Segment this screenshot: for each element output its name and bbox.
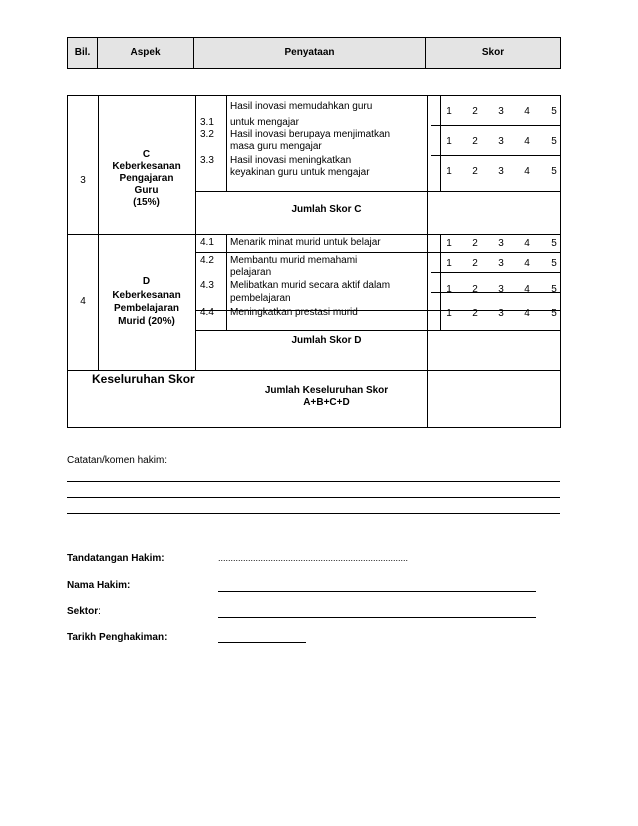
score-option[interactable]: 5 — [551, 238, 557, 249]
item-number: 3.2 — [200, 129, 214, 140]
comment-line[interactable] — [67, 513, 560, 514]
assessment-table — [67, 95, 561, 428]
aspek-d-line: Pembelajaran — [113, 303, 180, 314]
score-option[interactable]: 3 — [498, 166, 504, 177]
score-option[interactable]: 4 — [524, 258, 530, 269]
item-text: pembelajaran — [230, 293, 291, 304]
item-number: 4.1 — [200, 237, 214, 248]
item-text: Hasil inovasi meningkatkan — [230, 155, 352, 166]
row-number-4: 4 — [80, 296, 86, 307]
aspek-c-line: Keberkesanan — [112, 161, 181, 172]
score-option[interactable]: 2 — [472, 284, 478, 295]
tandatangan-field[interactable]: ............................................................................ — [218, 553, 409, 563]
score-option[interactable]: 1 — [446, 166, 452, 177]
comments-label: Catatan/komen hakim: — [67, 455, 168, 466]
score-option[interactable]: 4 — [524, 166, 530, 177]
score-option[interactable]: 2 — [472, 308, 478, 319]
item-number: 3.3 — [200, 155, 214, 166]
score-option[interactable]: 1 — [446, 308, 452, 319]
item-text: keyakinan guru untuk mengajar — [230, 167, 370, 178]
score-option[interactable]: 5 — [551, 166, 557, 177]
tarikh-label: Tarikh Penghakiman: — [67, 632, 168, 643]
col-penyataan: Penyataan — [194, 38, 426, 68]
score-option[interactable]: 2 — [472, 238, 478, 249]
score-option[interactable]: 5 — [551, 284, 557, 295]
item-text: Hasil inovasi memudahkan guru — [230, 101, 373, 112]
score-option[interactable]: 3 — [498, 136, 504, 147]
nama-field[interactable] — [218, 591, 536, 592]
comment-line[interactable] — [67, 497, 560, 498]
score-option[interactable]: 3 — [498, 308, 504, 319]
sektor-field[interactable] — [218, 617, 536, 618]
item-number: 4.3 — [200, 280, 214, 291]
score-option[interactable]: 1 — [446, 136, 452, 147]
tandatangan-label: Tandatangan Hakim: — [67, 553, 165, 564]
score-option[interactable]: 5 — [551, 136, 557, 147]
aspek-d-weight: Murid (20%) — [118, 316, 175, 327]
score-option[interactable]: 2 — [472, 166, 478, 177]
score-option[interactable]: 5 — [551, 258, 557, 269]
score-option[interactable]: 1 — [446, 238, 452, 249]
nama-label: Nama Hakim: — [67, 580, 131, 591]
score-option[interactable]: 4 — [524, 136, 530, 147]
jumlah-skor-d: Jumlah Skor D — [291, 335, 362, 346]
score-option[interactable]: 3 — [498, 258, 504, 269]
score-option[interactable]: 3 — [498, 238, 504, 249]
keseluruhan-skor-label: Keseluruhan Skor — [92, 372, 195, 386]
score-option[interactable]: 2 — [472, 106, 478, 117]
row-number-3: 3 — [80, 175, 86, 186]
score-option[interactable]: 1 — [446, 106, 452, 117]
item-text: Menarik minat murid untuk belajar — [230, 237, 381, 248]
score-option[interactable]: 3 — [498, 284, 504, 295]
score-option[interactable]: 5 — [551, 308, 557, 319]
score-option[interactable]: 1 — [446, 284, 452, 295]
aspek-d-line: Keberkesanan — [112, 290, 181, 301]
score-option[interactable]: 4 — [524, 106, 530, 117]
jumlah-keseluruhan-label: Jumlah Keseluruhan Skor — [264, 385, 389, 396]
score-option[interactable]: 2 — [472, 136, 478, 147]
jumlah-skor-c: Jumlah Skor C — [291, 204, 362, 215]
item-text: untuk mengajar — [230, 117, 299, 128]
item-number: 4.2 — [200, 255, 214, 266]
table-header — [67, 37, 561, 69]
tarikh-field[interactable] — [218, 642, 306, 643]
item-number: 3.1 — [200, 117, 214, 128]
score-option[interactable]: 1 — [446, 258, 452, 269]
item-text: Melibatkan murid secara aktif dalam — [230, 280, 391, 291]
score-option[interactable]: 4 — [524, 308, 530, 319]
item-text: Hasil inovasi berupaya menjimatkan — [230, 129, 391, 140]
score-option[interactable]: 5 — [551, 106, 557, 117]
item-text: pelajaran — [230, 267, 272, 278]
score-option[interactable]: 4 — [524, 284, 530, 295]
item-text: masa guru mengajar — [230, 141, 322, 152]
aspek-c-weight: (15%) — [133, 197, 160, 208]
sektor-label: Sektor: — [67, 606, 101, 617]
jumlah-keseluruhan-formula: A+B+C+D — [303, 397, 350, 408]
col-skor: Skor — [481, 47, 505, 58]
item-text: Membantu murid memahami — [230, 255, 358, 266]
aspek-d-letter: D — [142, 276, 151, 287]
item-text: Meningkatkan prestasi murid — [230, 307, 358, 318]
score-option[interactable]: 2 — [472, 258, 478, 269]
aspek-c-line: Pengajaran — [119, 173, 174, 184]
aspek-c-line: Guru — [134, 185, 159, 196]
aspek-c-letter: C — [142, 149, 151, 160]
score-option[interactable]: 4 — [524, 238, 530, 249]
score-option[interactable]: 3 — [498, 106, 504, 117]
item-number: 4.4 — [200, 307, 214, 318]
comment-line[interactable] — [67, 481, 560, 482]
col-aspek: Aspek — [98, 38, 194, 68]
col-bil: Bil. — [68, 38, 98, 68]
